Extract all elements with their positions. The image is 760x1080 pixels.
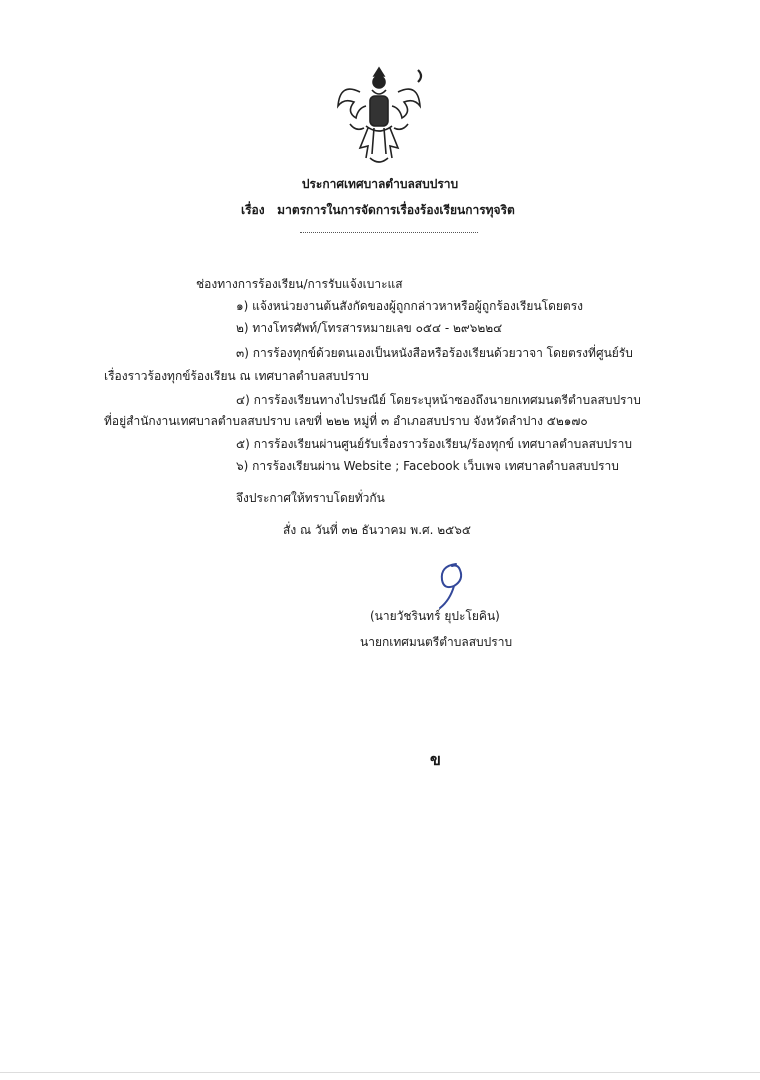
divider — [300, 232, 478, 233]
page-bottom-edge — [0, 1072, 760, 1073]
announcement-title: ประกาศเทศบาลตำบลสบปราบ — [301, 177, 459, 191]
announcement-date: สั่ง ณ วันที่ ๓๒ ธันวาคม พ.ศ. ๒๕๖๕ — [283, 523, 471, 537]
channel-item-4-line-2: ที่อยู่สำนักงานเทศบาลตำบลสบปราบ เลขที่ ๒๒๒ หมู่ที่ ๓ อำเภอสบปราบ จังหวัดลำปาง ๕๒๑๗๐ — [104, 414, 588, 428]
channels-intro: ช่องทางการร้องเรียน/การรับแจ้งเบาะแส — [196, 277, 403, 291]
page-mark: ข — [430, 750, 441, 769]
channel-item-3-line-1: ๓) การร้องทุกข์ด้วยตนเองเป็นหนังสือหรือร้องเรียนด้วยวาจา โดยตรงที่ศูนย์รับ — [236, 346, 633, 360]
channel-item-1: ๑) แจ้งหน่วยงานต้นสังกัดของผู้ถูกกล่าวหาหรือผู้ถูกร้องเรียนโดยตรง — [236, 299, 584, 313]
channel-item-6: ๖) การร้องเรียนผ่าน Website ; Facebook เว็บเพจ เทศบาลตำบลสบปราบ — [236, 459, 619, 473]
signature-mark — [430, 560, 474, 612]
subject-label: เรื่อง — [241, 203, 265, 217]
closing-statement: จึงประกาศให้ทราบโดยทั่วกัน — [236, 491, 385, 505]
channel-item-4-line-1: ๔) การร้องเรียนทางไปรษณีย์ โดยระบุหน้าซองถึงนายกเทศมนตรีตำบลสบปราบ — [236, 393, 641, 407]
channel-item-5: ๕) การร้องเรียนผ่านศูนย์รับเรื่องราวร้องเรียน/ร้องทุกข์ เทศบาลตำบลสบปราบ — [236, 437, 632, 451]
channel-item-2: ๒) ทางโทรศัพท์/โทรสารหมายเลข ๐๕๔ - ๒๙๖๒๒๔ — [236, 321, 503, 335]
signatory-position: นายกเทศมนตรีตำบลสบปราบ — [360, 635, 513, 649]
channel-item-3-line-2: เรื่องราวร้องทุกข์ร้องเรียน ณ เทศบาลตำบลสบปราบ — [104, 369, 369, 383]
subject-line — [241, 202, 515, 218]
subject-text: มาตรการในการจัดการเรื่องร้องเรียนการทุจริต — [277, 203, 515, 217]
signatory-name: (นายวัชรินทร์ ยุปะโยคิน) — [370, 609, 500, 623]
garuda-emblem-icon — [330, 62, 428, 168]
